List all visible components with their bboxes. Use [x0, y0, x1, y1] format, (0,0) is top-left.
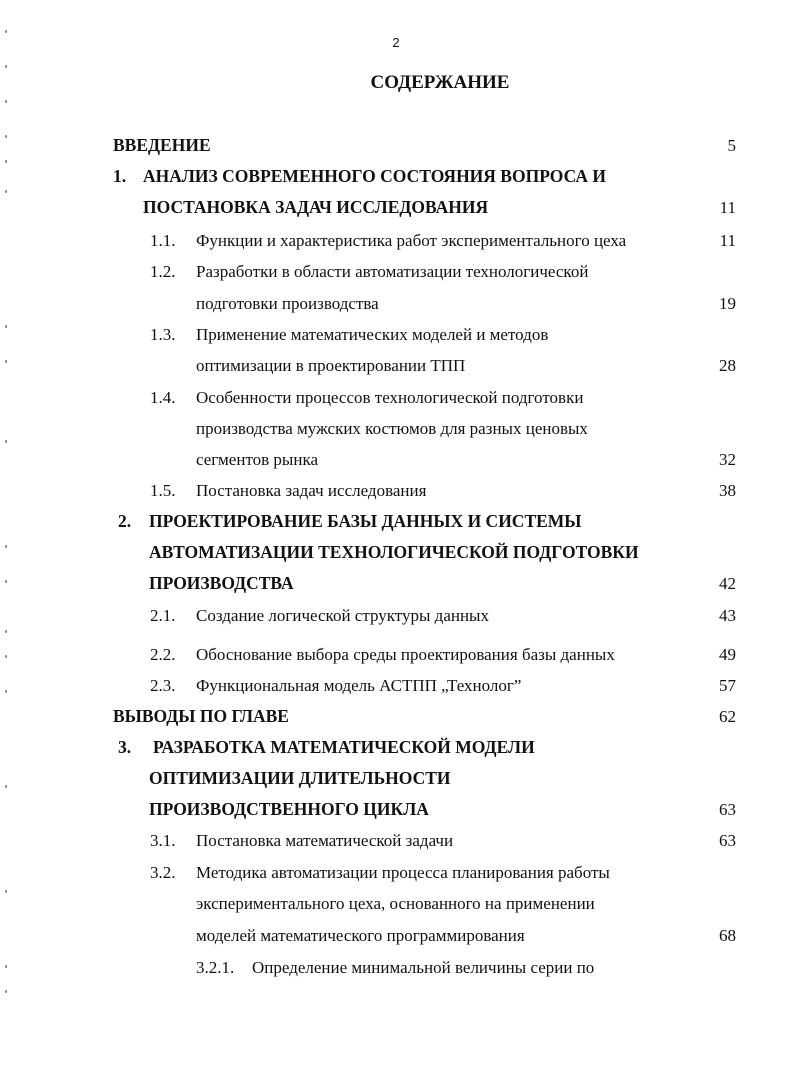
toc-entry-label: Определение минимальной величины серии по	[252, 958, 595, 977]
toc-section-number: 1.5.	[150, 481, 176, 500]
toc-page-number: 43	[719, 606, 736, 625]
toc-section-3-2[interactable]	[150, 857, 790, 888]
toc-page-number: 28	[719, 356, 736, 375]
toc-page-number: 63	[719, 800, 736, 819]
toc-page-number: 63	[719, 831, 736, 850]
toc-section-2-3[interactable]	[150, 670, 790, 701]
toc-section-2-2[interactable]	[150, 639, 790, 670]
toc-page-number: 62	[719, 707, 736, 726]
toc-chapter-3-cont[interactable]	[149, 763, 790, 794]
page-number: 2	[392, 35, 400, 50]
toc-entry-label: АВТОМАТИЗАЦИИ ТЕХНОЛОГИЧЕСКОЙ ПОДГОТОВКИ	[149, 542, 639, 562]
toc-section-3-2-cont[interactable]	[196, 888, 790, 919]
toc-section-number: 1.3.	[150, 325, 176, 344]
toc-entry-label: РАЗРАБОТКА МАТЕМАТИЧЕСКОЙ МОДЕЛИ	[153, 737, 535, 757]
toc-section-3-1[interactable]	[150, 825, 790, 856]
toc-section-1-3-cont[interactable]	[196, 350, 790, 381]
toc-section-number: 1.2.	[150, 262, 176, 281]
toc-entry-label: экспериментального цеха, основанного на применении	[196, 894, 595, 913]
toc-section-1-4[interactable]	[150, 382, 790, 413]
toc-page-number: 32	[719, 450, 736, 469]
toc-entry-intro[interactable]	[113, 130, 792, 161]
toc-section-number: 3.2.	[150, 863, 176, 882]
toc-section-number: 2.1.	[150, 606, 176, 625]
toc-entry-label: ВЫВОДЫ ПО ГЛАВЕ	[113, 706, 289, 726]
toc-section-1-4-cont2[interactable]	[196, 444, 790, 475]
toc-entry-label: подготовки производства	[196, 294, 379, 313]
toc-section-2-1[interactable]	[150, 600, 790, 631]
toc-entry-label: Создание логической структуры данных	[196, 606, 489, 625]
toc-entry-conclusions[interactable]	[113, 701, 792, 732]
toc-section-1-2-cont[interactable]	[196, 288, 790, 319]
toc-section-number: 1.1.	[150, 231, 176, 250]
toc-page-number: 57	[719, 676, 736, 695]
toc-section-1-1[interactable]	[150, 225, 790, 256]
toc-page-number: 38	[719, 481, 736, 500]
toc-chapter-2[interactable]	[118, 506, 790, 537]
toc-entry-label: Обоснование выбора среды проектирования базы данных	[196, 645, 615, 664]
toc-chapter-2-cont[interactable]	[149, 537, 790, 568]
toc-entry-label: ПРОИЗВОДСТВЕННОГО ЦИКЛА	[149, 799, 429, 819]
toc-chapter-1[interactable]	[113, 161, 792, 192]
toc-page-number: 19	[719, 294, 736, 313]
toc-section-1-2[interactable]	[150, 256, 790, 287]
toc-entry-label: ОПТИМИЗАЦИИ ДЛИТЕЛЬНОСТИ	[149, 768, 451, 788]
toc-section-1-5[interactable]	[150, 475, 790, 506]
toc-page-number: 5	[727, 136, 736, 155]
toc-section-number: 2.3.	[150, 676, 176, 695]
toc-entry-label: Постановка задач исследования	[196, 481, 427, 500]
toc-chapter-3[interactable]	[118, 732, 790, 763]
toc-chapter-1-cont[interactable]	[143, 192, 792, 223]
toc-section-number: 3.2.1.	[196, 958, 235, 977]
toc-entry-label: Функциональная модель АСТПП „Технолог”	[196, 676, 522, 695]
toc-section-3-2-cont2[interactable]	[196, 920, 790, 951]
toc-page-number: 11	[719, 231, 736, 250]
toc-entry-label: АНАЛИЗ СОВРЕМЕННОГО СОСТОЯНИЯ ВОПРОСА И	[143, 166, 607, 186]
toc-entry-label: ПРОЕКТИРОВАНИЕ БАЗЫ ДАННЫХ И СИСТЕМЫ	[149, 511, 582, 531]
toc-entry-label: ПРОИЗВОДСТВА	[149, 573, 294, 593]
toc-entry-label: Особенности процессов технологической подготовки	[196, 388, 584, 407]
toc-entry-label: Применение математических моделей и методов	[196, 325, 549, 344]
toc-section-1-3[interactable]	[150, 319, 790, 350]
toc-section-1-4-cont[interactable]	[196, 413, 790, 444]
toc-chapter-3-cont2[interactable]	[149, 794, 790, 825]
toc-entry-label: ВВЕДЕНИЕ	[113, 135, 211, 155]
toc-entry-label: Функции и характеристика работ экспериментального цеха	[196, 231, 627, 250]
toc-chapter-number: 1.	[113, 166, 127, 186]
toc-chapter-2-cont2[interactable]	[149, 568, 790, 599]
toc-page-number: 49	[719, 645, 736, 664]
toc-subsection-3-2-1[interactable]	[196, 952, 790, 983]
toc-page-number: 68	[719, 926, 736, 945]
toc-entry-label: сегментов рынка	[196, 450, 318, 469]
toc-chapter-number: 3.	[118, 737, 132, 757]
toc-entry-label: производства мужских костюмов для разных ценовых	[196, 419, 588, 438]
page-title: СОДЕРЖАНИЕ	[370, 72, 510, 93]
toc-chapter-number: 2.	[118, 511, 132, 531]
toc-page-number: 11	[719, 198, 736, 217]
toc-entry-label: ПОСТАНОВКА ЗАДАЧ ИССЛЕДОВАНИЯ	[143, 197, 489, 217]
toc-entry-label: Методика автоматизации процесса планирования работы	[196, 863, 610, 882]
toc-entry-label: оптимизации в проектировании ТПП	[196, 356, 466, 375]
toc-entry-label: Разработки в области автоматизации технологической	[196, 262, 589, 281]
toc-entry-label: моделей математического программирования	[196, 926, 525, 945]
toc-entry-label: Постановка математической задачи	[196, 831, 454, 850]
toc-section-number: 1.4.	[150, 388, 176, 407]
toc-section-number: 3.1.	[150, 831, 176, 850]
toc-page-number: 42	[719, 574, 736, 593]
toc-section-number: 2.2.	[150, 645, 176, 664]
